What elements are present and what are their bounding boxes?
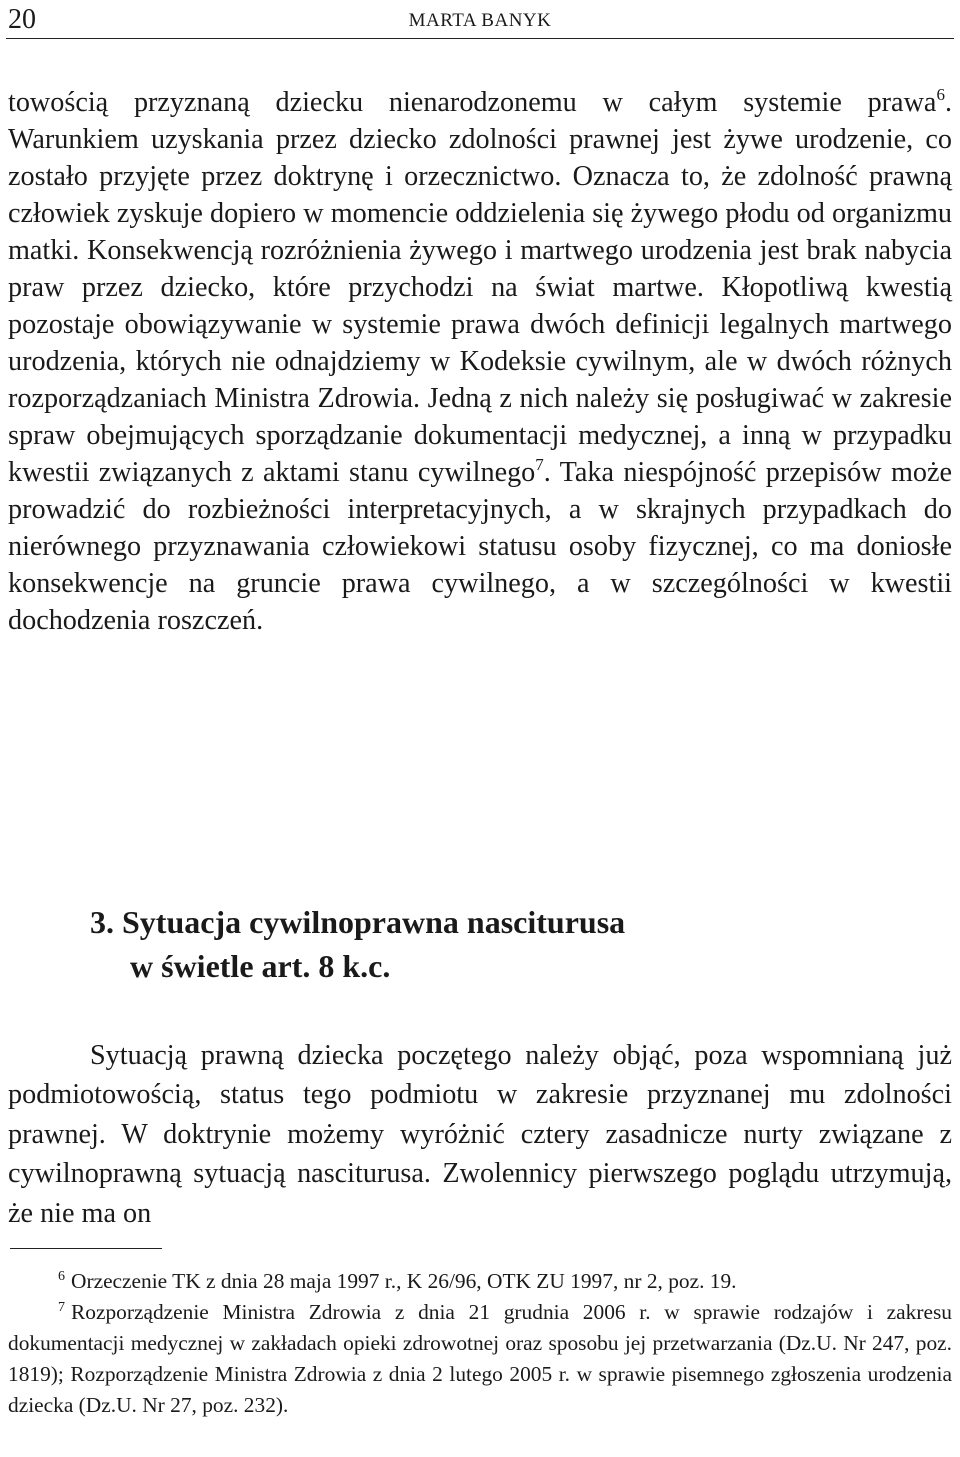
section-heading bbox=[90, 900, 910, 988]
footnotes bbox=[8, 1266, 952, 1421]
section-heading-line-1: 3. Sytuacja cywilnoprawna nasciturusa bbox=[90, 904, 626, 940]
paragraph-1-segment-1: towością przyznaną dziecku nienarodzonemu w całym systemie prawa bbox=[8, 87, 937, 118]
section-heading-line-2: w świetle art. 8 k.c. bbox=[130, 948, 391, 984]
footnote-text: Rozporządzenie Ministra Zdrowia z dnia 21 grudnia 2006 r. w sprawie rodzajów i zakresu dokumentacji medycznej w zakładach opieki zdrowotnej oraz sposobu jej przetwarzania (Dz.U. Nr 247, poz. 1819); Rozporządzenie Ministra Zdrowia z dnia 2 lutego 2005 r. w sprawie pisemnego zgłoszenia urodzenia dziecka (Dz.U. Nr 27, poz. 232). bbox=[8, 1300, 952, 1417]
footnote-6 bbox=[8, 1266, 952, 1297]
footnote-mark: 6 bbox=[58, 1269, 65, 1284]
running-header bbox=[6, 0, 954, 39]
body-paragraph-2 bbox=[8, 1036, 952, 1233]
paragraph-1-segment-2: . Warunkiem uzyskania przez dziecko zdolności prawnej jest żywe urodzenie, co zostało przyjęte przez doktrynę i orzecznictwo. Oznacza to, że zdolność prawną człowiek zyskuje dopiero w momencie oddzielenia się żywego płodu od organizmu matki. Konsekwencją rozróżnienia żywego i martwego urodzenia jest brak nabycia praw przez dziecko, które przychodzi na świat martwe. Kłopotliwą kwestią pozostaje obowiązywanie w systemie prawa dwóch definicji legalnych martwego urodzenia, których nie odnajdziemy w Kodeksie cywilnym, ale w dwóch różnych rozporządzaniach Ministra Zdrowia. Jedną z nich należy się posługiwać w zakresie spraw obejmujących sporządzanie dokumentacji medycznej, a inną w przypadku kwestii związanych z aktami stanu cywilnego bbox=[8, 87, 952, 488]
footnote-text: Orzeczenie TK z dnia 28 maja 1997 r., K 26/96, OTK ZU 1997, nr 2, poz. 19. bbox=[71, 1269, 737, 1293]
footnote-reference-6[interactable]: 6 bbox=[936, 85, 945, 104]
paragraph-1-segment-3: . Taka niespójność przepisów może prowadzić do rozbieżności interpretacyjnych, a w skrajnych przypadkach do nierównego przyznawania człowiekowi statusu osoby fizycznej, co ma doniosłe konsekwencje na gruncie prawa cywilnego, a w szczególności w kwestii dochodzenia roszczeń. bbox=[8, 457, 952, 636]
page-number: 20 bbox=[8, 4, 36, 35]
paragraph-2-text: Sytuacją prawną dziecka poczętego należy objąć, poza wspomnianą już podmiotowością, status tego podmiotu w zakresie przyznanej mu zdolności prawnej. W doktrynie możemy wyróżnić cztery zasadnicze nurty związane z cywilnoprawną sytuacją nasciturusa. Zwolennicy pierwszego poglądu utrzymują, że nie ma on bbox=[8, 1040, 952, 1229]
footnote-mark: 7 bbox=[58, 1300, 65, 1315]
footnote-7 bbox=[8, 1297, 952, 1421]
footnote-reference-7[interactable]: 7 bbox=[535, 455, 544, 474]
body-paragraph-1 bbox=[8, 84, 952, 639]
running-title: MARTA BANYK bbox=[408, 10, 552, 31]
footnote-separator bbox=[10, 1248, 162, 1249]
